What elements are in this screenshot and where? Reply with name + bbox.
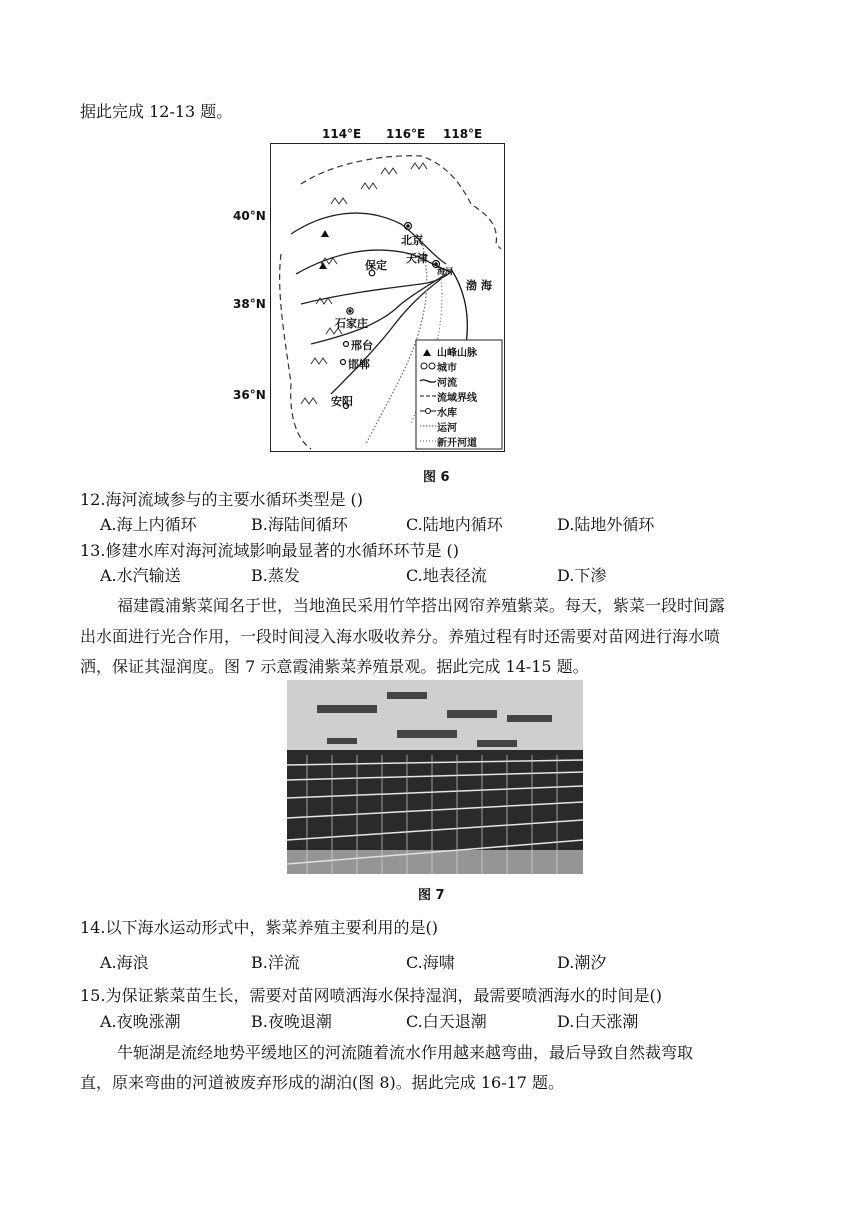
lon-label-118: 118°E bbox=[443, 127, 483, 141]
figure6-caption: 图 6 bbox=[423, 470, 450, 485]
seaweed-farm-photo bbox=[287, 680, 583, 874]
q12-option-a[interactable]: A.海上内循环 bbox=[100, 515, 197, 534]
passage3-line-2: 直，原来弯曲的河道被废弃形成的湖泊(图 8)。据此完成 16-17 题。 bbox=[80, 1073, 565, 1092]
city-baoding: 保定 bbox=[365, 259, 387, 272]
peak-symbols bbox=[319, 230, 329, 269]
q12-option-d[interactable]: D.陆地外循环 bbox=[557, 515, 655, 534]
q14-option-a[interactable]: A.海浪 bbox=[100, 953, 149, 972]
legend-city: 城市 bbox=[437, 363, 457, 374]
q14-stem: 14.以下海水运动形式中，紫菜养殖主要利用的是() bbox=[80, 918, 438, 937]
legend-symbols bbox=[419, 344, 437, 448]
legend-reservoir: 水库 bbox=[437, 408, 457, 419]
q14-option-d[interactable]: D.潮汐 bbox=[557, 953, 607, 972]
legend-new-channel: 新开河道 bbox=[437, 438, 477, 449]
legend-river: 河流 bbox=[437, 378, 457, 389]
lat-label-36: 36°N bbox=[233, 388, 266, 402]
q13-option-c[interactable]: C.地表径流 bbox=[406, 566, 487, 585]
city-shijiazhuang: 石家庄 bbox=[335, 317, 368, 330]
q12-option-c[interactable]: C.陆地内循环 bbox=[406, 515, 503, 534]
q13-option-a[interactable]: A.水汽输送 bbox=[100, 566, 181, 585]
city-xingtai: 邢台 bbox=[351, 339, 373, 352]
legend-mountain: 山峰山脉 bbox=[437, 348, 477, 359]
lon-label-116: 116°E bbox=[386, 127, 426, 141]
figure7-caption: 图 7 bbox=[418, 888, 445, 903]
q15-option-d[interactable]: D.白天涨潮 bbox=[557, 1012, 639, 1031]
lat-label-38: 38°N bbox=[233, 297, 266, 311]
river-3 bbox=[301, 272, 451, 304]
q15-option-a[interactable]: A.夜晚涨潮 bbox=[100, 1012, 181, 1031]
q14-option-b[interactable]: B.洋流 bbox=[251, 953, 300, 972]
q13-option-d[interactable]: D.下渗 bbox=[557, 566, 607, 585]
city-anyang: 安阳 bbox=[331, 395, 353, 408]
sea-bohai: 渤 海 bbox=[466, 279, 492, 292]
river-4 bbox=[311, 274, 446, 344]
passage3-line-1: 牛轭湖是流经地势平缓地区的河流随着流水作用越来越弯曲，最后导致自然裁弯取 bbox=[117, 1043, 694, 1062]
lat-label-40: 40°N bbox=[233, 209, 266, 223]
passage2-line-1: 福建霞浦紫菜闻名于世，当地渔民采用竹竿搭出网帘养殖紫菜。每天，紫菜一段时间露 bbox=[117, 596, 726, 615]
q12-option-b[interactable]: B.海陆间循环 bbox=[251, 515, 348, 534]
q15-stem: 15.为保证紫菜苗生长，需要对苗网喷洒海水保持湿润，最需要喷洒海水的时间是() bbox=[80, 986, 662, 1005]
city-beijing: 北京 bbox=[401, 234, 423, 247]
legend-canal: 运河 bbox=[437, 423, 457, 434]
map-drawing bbox=[271, 144, 504, 451]
haihe-basin-map bbox=[270, 143, 505, 452]
city-handan: 邯郸 bbox=[348, 358, 370, 371]
intro-line: 据此完成 12-13 题。 bbox=[80, 102, 233, 121]
river-haihe: 海河 bbox=[437, 267, 453, 276]
q15-option-b[interactable]: B.夜晚退潮 bbox=[251, 1012, 332, 1031]
q15-option-c[interactable]: C.白天退潮 bbox=[406, 1012, 487, 1031]
q12-stem: 12.海河流域参与的主要水循环类型是 () bbox=[80, 490, 364, 509]
legend-boundary: 流域界线 bbox=[437, 393, 477, 404]
coastline bbox=[451, 269, 467, 344]
photo-drawing bbox=[287, 680, 583, 874]
passage2-line-3: 洒，保证其湿润度。图 7 示意霞浦紫菜养殖景观。据此完成 14-15 题。 bbox=[80, 657, 589, 676]
passage2-line-2: 出水面进行光合作用，一段时间浸入海水吸收养分。养殖过程有时还需要对苗网进行海水喷 bbox=[80, 627, 721, 646]
lon-label-114: 114°E bbox=[322, 127, 362, 141]
city-tianjin: 天津 bbox=[406, 252, 428, 265]
q13-option-b[interactable]: B.蒸发 bbox=[251, 566, 300, 585]
q13-stem: 13.修建水库对海河流域影响最显著的水循环环节是 () bbox=[80, 541, 460, 560]
q14-option-c[interactable]: C.海啸 bbox=[406, 953, 455, 972]
